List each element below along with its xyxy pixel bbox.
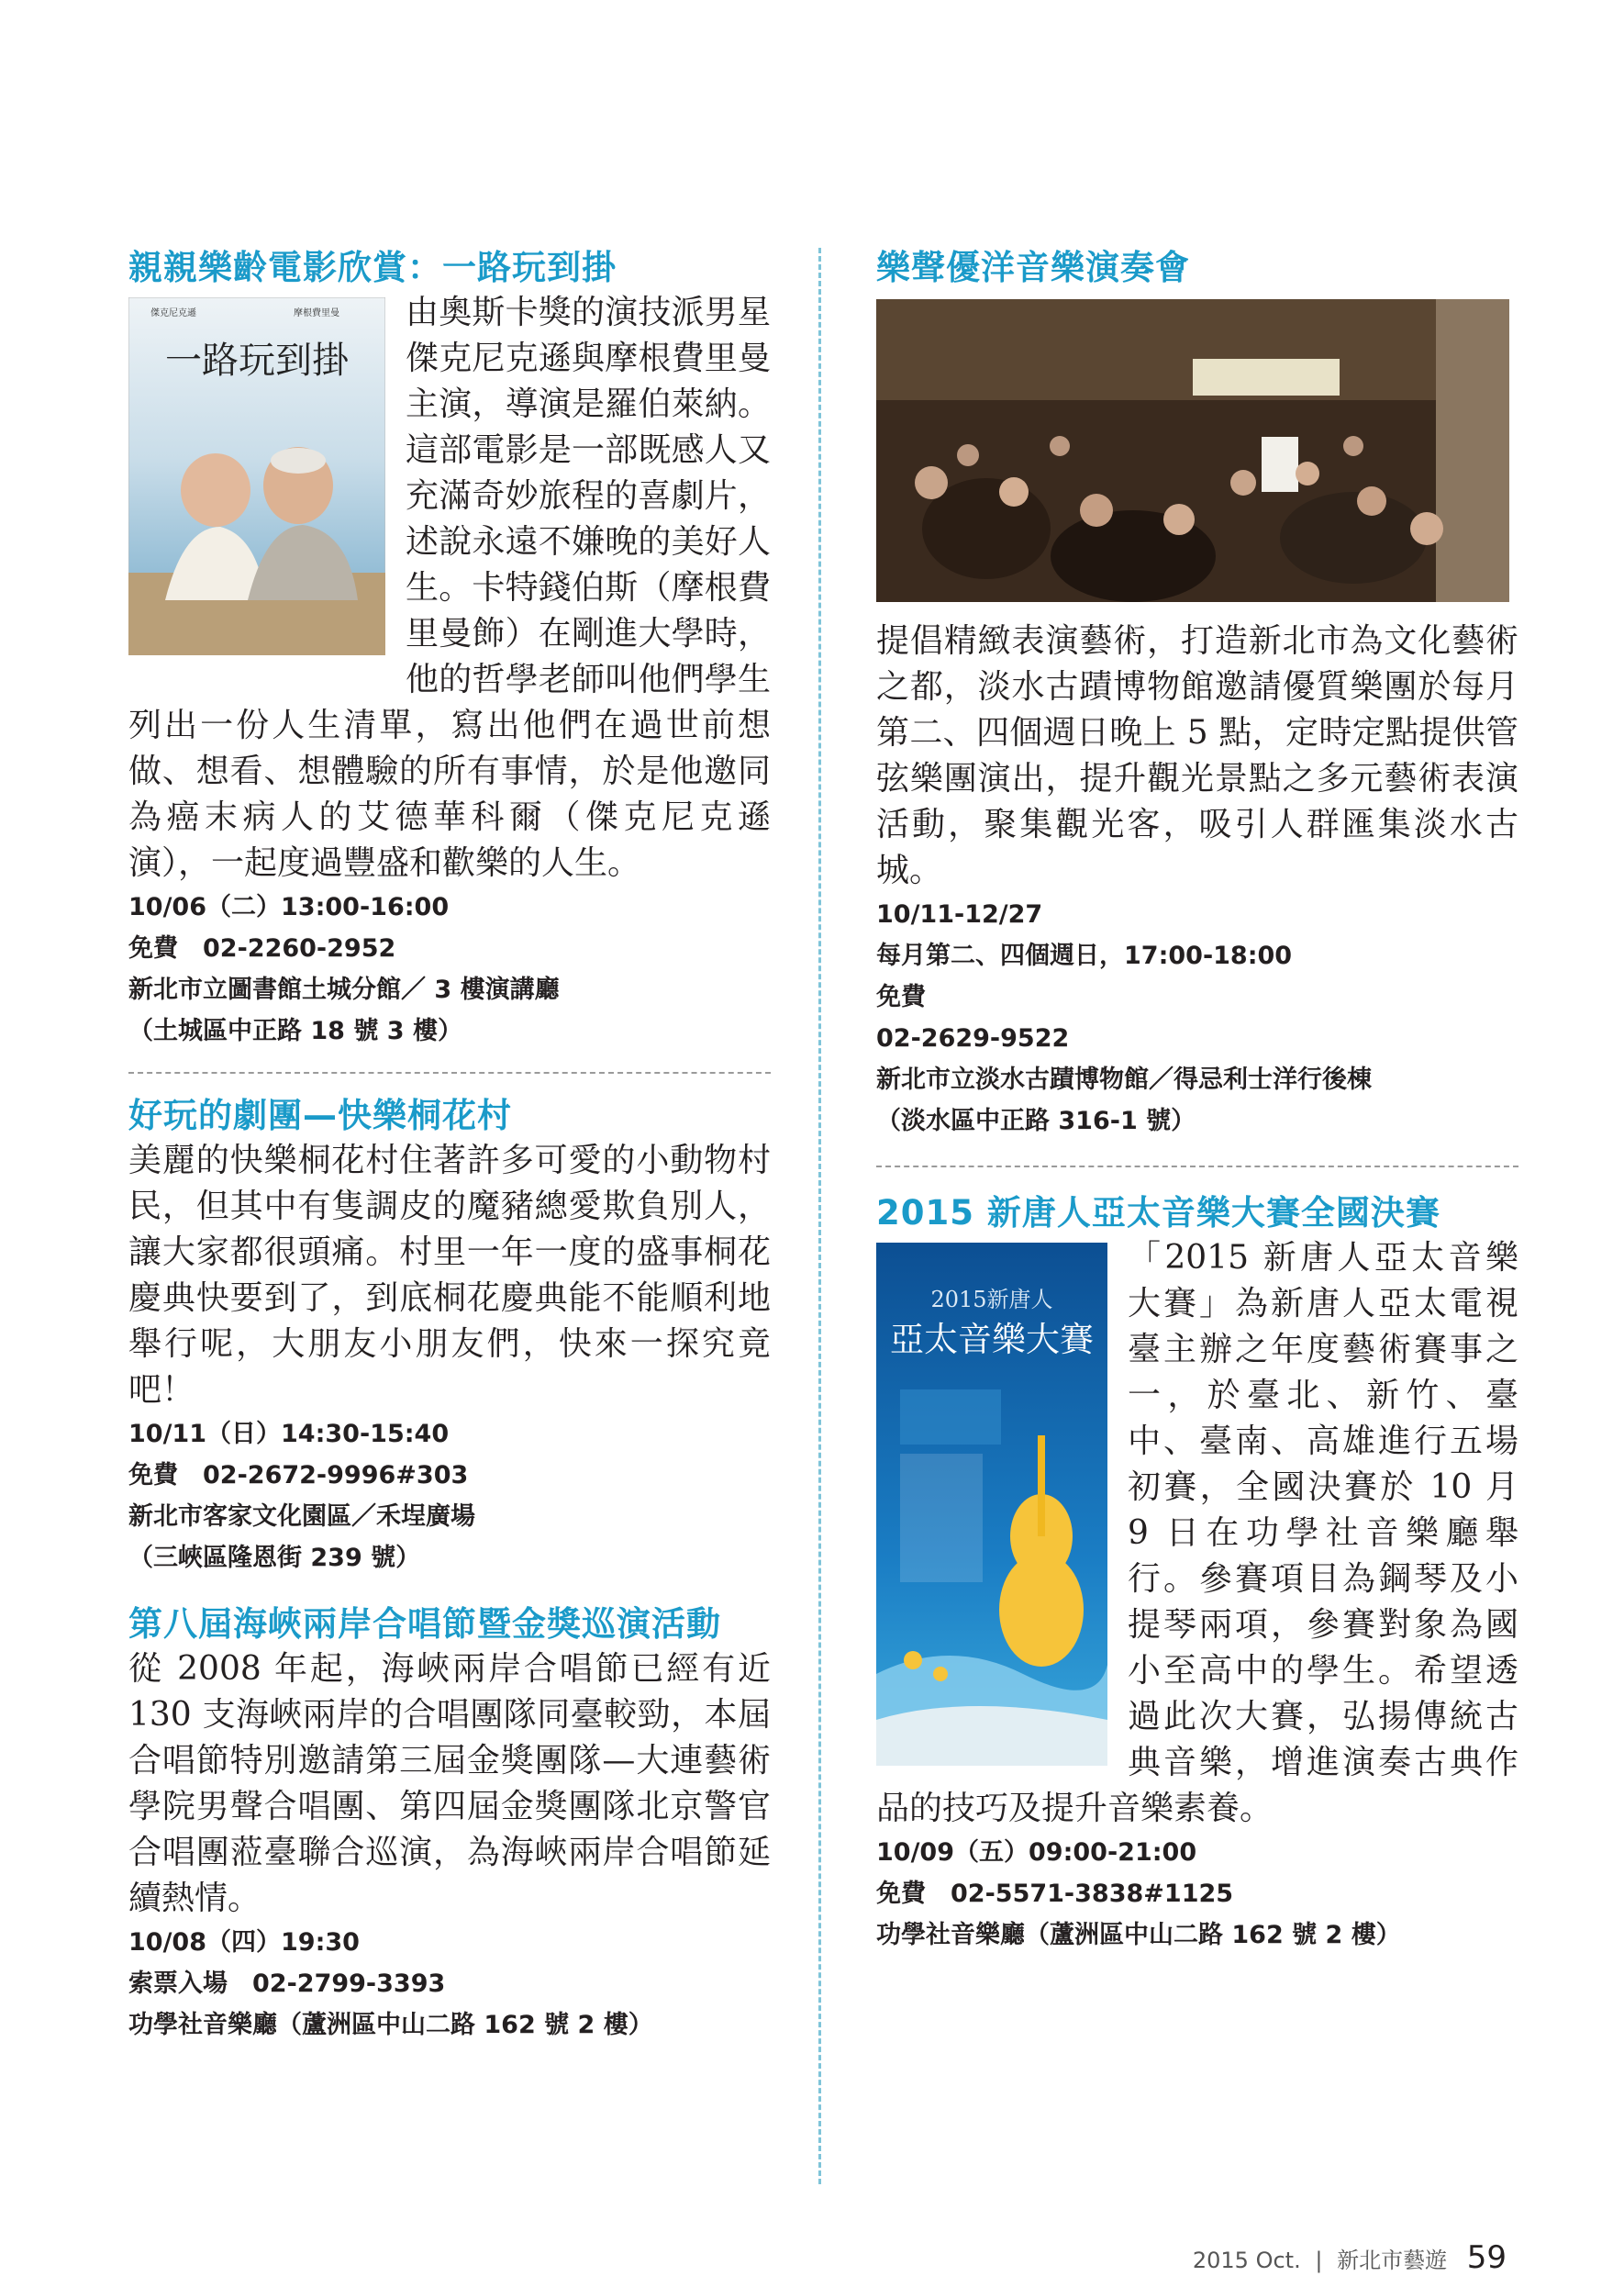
section-divider [876,1166,1518,1167]
article-body: 從 2008 年起，海峽兩岸合唱節已經有近 130 支海峽兩岸的合唱團隊同臺較勁，本屆合唱節特別邀請第三屆金獎團隊—大連藝術學院男聲合唱團、第四屆金獎團隊北京警官合唱團蒞臺聯合巡演，為海峽兩岸合唱節延續熱情。 [128,1650,771,1917]
poster-line2: 亞太音樂大賽 [890,1320,1094,1359]
poster-line1: 2015新唐人 [930,1287,1053,1312]
svg-text:摩根費里曼: 摩根費里曼 [294,308,339,318]
left-column [128,246,771,2046]
event-price-phone: 免費 02-2260-2952 [128,934,396,963]
article-theater [128,1094,771,1579]
competition-poster-image [876,1243,1107,1769]
movie-poster-image [128,297,385,659]
orchestra-photo [876,299,1518,606]
event-date: 10/06（二）13:00-16:00 [128,893,450,921]
event-price: 免費 [876,983,926,1011]
event-price-phone: 免費 02-5571-3838#1125 [876,1880,1234,1908]
article-movie [128,246,771,1052]
article-body: 美麗的快樂桐花村住著許多可愛的小動物村民，但其中有隻調皮的魔豬總愛欺負別人，讓大家都很頭痛。村里一年一度的盛事桐花慶典快要到了，到底桐花慶典能不能順利地舉行呢，大朋友小朋友們，快來一探究竟吧！ [128,1142,771,1409]
event-venue: 功學社音樂廳（蘆洲區中山二路 162 號 2 樓） [128,2011,653,2039]
article-body: 提倡精緻表演藝術，打造新北市為文化藝術之都，淡水古蹟博物館邀請優質樂團於每月第二、四個週日晚上 5 點，定時定點提供管弦樂團演出，提升觀光景點之多元藝術表演活動，聚集觀光客，吸引人群匯集淡水古城。 [876,622,1518,889]
event-date: 10/11-12/27 [876,900,1043,929]
footer-separator: | [1315,2248,1323,2273]
column-divider [818,248,821,2184]
article-title: 第八屆海峽兩岸合唱節暨金獎巡演活動 [128,1604,721,1644]
page-footer [1193,2239,1507,2276]
article-title: 樂聲優洋音樂演奏會 [876,248,1190,287]
article-music-competition [876,1191,1518,1956]
event-schedule: 每月第二、四個週日，17:00-18:00 [876,942,1293,970]
article-body: 由奧斯卡獎的演技派男星傑克尼克遜與摩根費里曼主演，導演是羅伯萊納。這部電影是一部既感人又充滿奇妙旅程的喜劇片，述說永遠不嫌晚的美好人生。卡特錢伯斯（摩根費里曼飾）在剛進大學時，他的哲學老師叫他們學生列出一份人生清單，寫出他們在過世前想做、想看、想體驗的所有事情，於是他邀同為癌末病人的艾德華科爾（傑克尼克遜演），一起度過豐盛和歡樂的人生。 [128,294,771,882]
right-column [876,246,1518,1956]
article-title: 好玩的劇團—快樂桐花村 [128,1096,512,1135]
section-divider [128,1072,771,1074]
event-address: （三峽區隆恩街 239 號） [128,1544,421,1572]
page-number: 59 [1466,2239,1507,2276]
event-date: 10/09（五）09:00-21:00 [876,1838,1197,1867]
footer-section: 新北市藝遊 [1337,2248,1448,2273]
event-date: 10/08（四）19:30 [128,1928,360,1957]
article-choir [128,1602,771,2046]
article-concert [876,246,1518,1142]
poster-title: 一路玩到掛 [165,340,349,382]
event-venue: 新北市立淡水古蹟博物館／得忌利士洋行後棟 [876,1065,1372,1094]
event-venue: 新北市立圖書館土城分館／ 3 樓演講廳 [128,976,560,1004]
event-venue: 功學社音樂廳（蘆洲區中山二路 162 號 2 樓） [876,1921,1401,1949]
event-phone: 02-2629-9522 [876,1024,1070,1053]
event-price-phone: 免費 02-2672-9996#303 [128,1461,469,1489]
event-date: 10/11（日）14:30-15:40 [128,1420,450,1448]
article-body: 「2015 新唐人亞太音樂大賽」為新唐人亞太電視臺主辦之年度藝術賽事之一，於臺北、新竹、臺中、臺南、高雄進行五場初賽，全國決賽於 10 月 9 日在功學社音樂廳舉行。參賽項目為鋼琴及小提琴兩項，參賽對象為國小至高中的學生。希望透過此次大賽，弘揚傳統古典音樂，增進演奏古典作品的技巧及提升音樂素養。 [876,1239,1518,1827]
svg-text:傑克尼克遜: 傑克尼克遜 [150,308,196,318]
event-price-phone: 索票入場 02-2799-3393 [128,1969,446,1998]
article-title: 親親樂齡電影欣賞：一路玩到掛 [128,248,617,287]
article-title: 2015 新唐人亞太音樂大賽全國決賽 [876,1193,1440,1233]
event-venue: 新北市客家文化園區／禾埕廣場 [128,1502,475,1531]
event-address: （土城區中正路 18 號 3 樓） [128,1017,462,1045]
footer-issue: 2015 Oct. [1192,2248,1301,2273]
event-address: （淡水區中正路 316-1 號） [876,1107,1196,1135]
